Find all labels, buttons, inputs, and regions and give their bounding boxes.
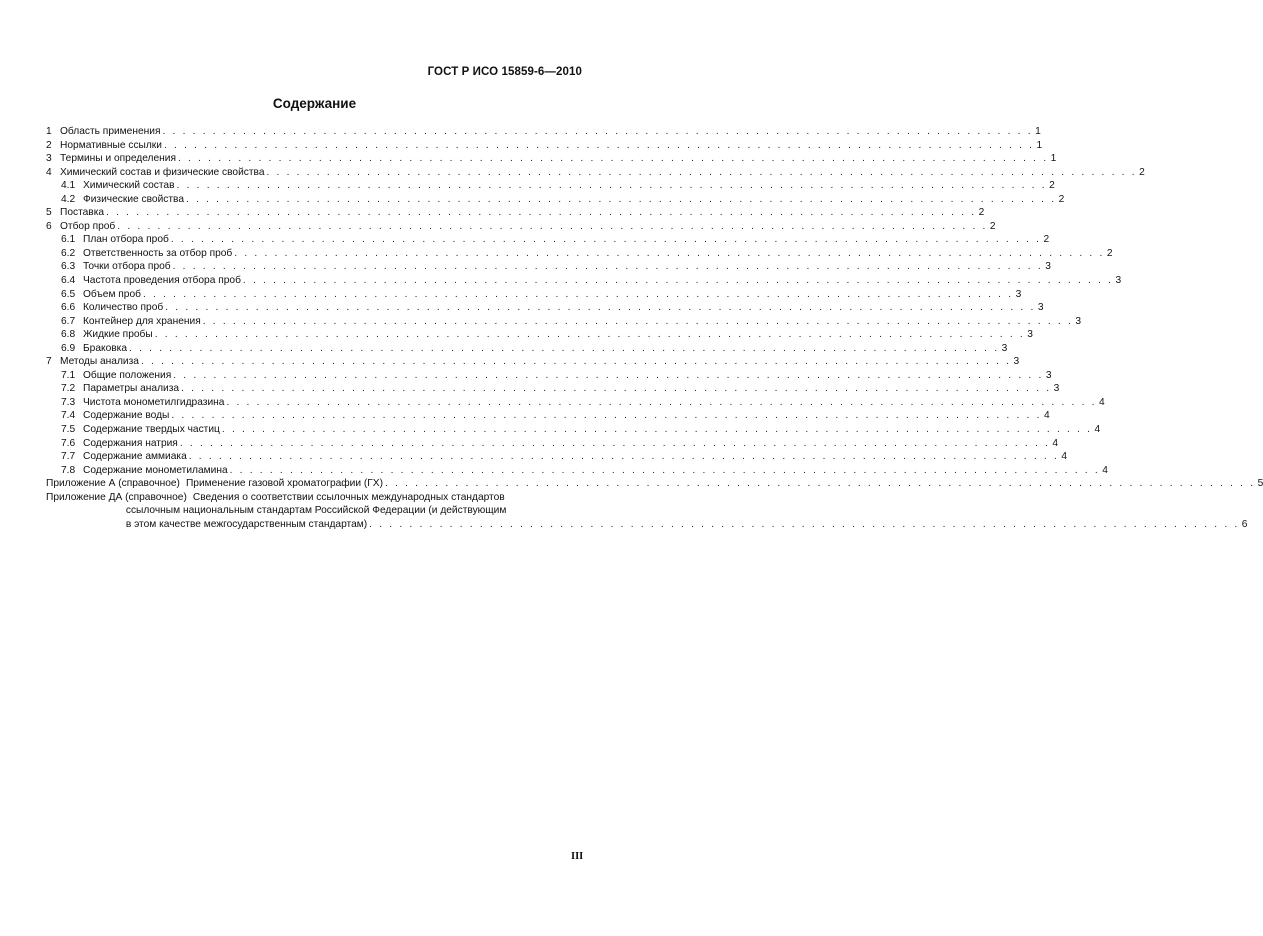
toc-entry[interactable] (46, 260, 1051, 274)
toc-entry-page: 1 (1035, 126, 1041, 137)
toc-entry-number: 7.2 (61, 383, 76, 395)
toc-entry-page: 2 (1106, 247, 1113, 259)
toc-entry-page: 2 (1049, 180, 1055, 192)
toc-entry-label: Химический состав (83, 180, 175, 192)
toc-leader (369, 518, 1239, 532)
toc-entry-number: 4 (46, 166, 52, 178)
toc-entry[interactable] (46, 464, 1108, 478)
toc-entry-page: 3 (1013, 356, 1020, 368)
toc-leader (117, 220, 987, 234)
toc-leader (243, 274, 1113, 288)
toc-leader (203, 315, 1073, 329)
toc-entry[interactable] (46, 220, 996, 234)
toc-entry-number: 6.7 (61, 315, 76, 327)
toc-entry-label: Химический состав и физические свойства (60, 166, 265, 178)
toc-entry-label: Ответственность за отбор проб (83, 247, 233, 259)
toc-leader (173, 260, 1043, 274)
toc-entry-label: Точки отбора проб (83, 261, 171, 273)
toc-entry-label: Содержание воды (83, 410, 170, 422)
toc-entry-number: 6.8 (61, 329, 76, 341)
toc-leader (385, 477, 1255, 491)
toc-entry[interactable] (46, 233, 1050, 247)
toc-entry-page: 3 (1045, 261, 1051, 273)
toc-leader (180, 437, 1050, 451)
toc-entry[interactable] (46, 206, 985, 220)
toc-entry-page: 2 (989, 220, 996, 232)
toc-entry-number: 7.8 (61, 464, 76, 476)
toc-entry-label: Область применения (60, 126, 161, 137)
toc-entry-number: 7.3 (61, 396, 76, 408)
toc-entry-number: 6.2 (61, 247, 76, 259)
appendix-a-label: Применение газовой хроматографии (ГХ) (185, 478, 383, 490)
toc-entry[interactable] (46, 409, 1050, 423)
toc-entry-label: Общие положения (83, 369, 172, 381)
toc-entry-label: Физические свойства (83, 193, 184, 205)
toc-entry-number: 6.3 (61, 261, 76, 273)
toc-entry[interactable] (46, 369, 1052, 383)
toc-entry[interactable] (46, 152, 1057, 166)
toc-leader (143, 288, 1013, 302)
toc-leader (106, 206, 976, 220)
toc-entry-page: 3 (1045, 369, 1052, 381)
toc-entry[interactable] (46, 193, 1065, 207)
toc-entry-page: 4 (1102, 464, 1108, 476)
toc-entry-page: 3 (1037, 302, 1044, 314)
toc-entry[interactable] (46, 328, 1033, 342)
toc-entry[interactable] (46, 342, 1008, 356)
toc-entry-page: 3 (1115, 275, 1122, 287)
toc-entry-page: 2 (1139, 166, 1145, 178)
appendix-da-prefix: Приложение ДА (справочное) (46, 491, 187, 503)
toc-entry-page: 4 (1043, 410, 1050, 422)
toc-entry-number: 6.9 (61, 342, 76, 354)
toc-entry[interactable] (46, 450, 1068, 464)
toc-entry-label: Содержание монометиламина (83, 464, 228, 476)
toc-entry[interactable] (46, 301, 1044, 315)
toc-leader (155, 328, 1025, 342)
toc-entry-number: 7.1 (61, 369, 76, 381)
toc-entry-label: Параметры анализа (83, 383, 180, 395)
toc-leader (266, 166, 1136, 180)
toc-entry-number: 7.7 (61, 451, 76, 463)
toc-entry-label: Количество проб (83, 302, 164, 314)
toc-entry[interactable] (46, 139, 1043, 153)
toc-leader (171, 233, 1041, 247)
toc-entry-page: 3 (1053, 383, 1060, 395)
toc-leader (164, 139, 1034, 153)
toc-title: Содержание (272, 96, 357, 111)
appendix-da-line-2: ссылочным национальным стандартам Российской Федерации (и действующим (125, 505, 507, 517)
toc-entry[interactable] (46, 179, 1055, 193)
toc-entry[interactable] (46, 355, 1020, 369)
appendix-da-line-3: в этом качестве межгосударственным стандартам) (125, 518, 368, 530)
toc-entry-number: 3 (46, 153, 52, 165)
toc-entries (46, 125, 1145, 477)
toc-leader (129, 342, 999, 356)
toc-leader (222, 423, 1092, 437)
toc-entry-label: Отбор проб (60, 220, 116, 232)
toc-entry-number: 4.1 (61, 180, 76, 192)
toc-entry-label: Чистота монометилгидразина (83, 396, 225, 408)
toc-leader (189, 450, 1059, 464)
toc-leader (162, 125, 1032, 139)
toc-entry-number: 6.4 (61, 275, 76, 287)
toc-entry-label: Содержание твердых частиц (83, 424, 220, 436)
toc-entry[interactable] (46, 396, 1105, 410)
appendix-a-page: 5 (1257, 478, 1263, 490)
toc-entry[interactable] (46, 274, 1122, 288)
toc-entry-number: 7 (46, 356, 52, 368)
toc-leader (234, 247, 1104, 261)
toc-entry-page: 4 (1061, 451, 1068, 463)
toc-entry[interactable] (46, 288, 1022, 302)
document-code: ГОСТ Р ИСО 15859-6—2010 (427, 66, 582, 78)
appendix-da-line (193, 491, 1248, 505)
toc-leader (186, 193, 1056, 207)
toc-entry-page: 4 (1099, 396, 1105, 408)
page-number-roman: III (571, 851, 584, 862)
toc-entry-page: 1 (1050, 153, 1057, 165)
toc-entry-number: 6.6 (61, 302, 76, 314)
table-of-contents (46, 125, 1263, 531)
appendix-a-prefix: Приложение А (справочное) (46, 478, 180, 490)
toc-entry-appendix-a[interactable] (46, 477, 1263, 491)
toc-entry[interactable] (46, 382, 1060, 396)
toc-leader (230, 464, 1100, 478)
toc-leader (226, 396, 1096, 410)
toc-leader (171, 409, 1041, 423)
toc-leader (181, 382, 1051, 396)
toc-entry-label: План отбора проб (83, 234, 169, 246)
toc-leader (177, 179, 1047, 193)
toc-entry[interactable] (46, 315, 1081, 329)
toc-entry-page: 4 (1052, 437, 1059, 449)
toc-entry[interactable] (46, 437, 1059, 451)
toc-entry-page: 3 (1001, 342, 1008, 354)
toc-entry-page: 3 (1027, 329, 1033, 341)
toc-entry[interactable] (46, 125, 1041, 139)
toc-entry[interactable] (46, 166, 1145, 180)
toc-entry-number: 4.2 (61, 193, 76, 205)
toc-entry-label: Контейнер для хранения (83, 315, 201, 327)
toc-entry-number: 7.5 (61, 424, 76, 436)
toc-entry-number: 7.4 (61, 410, 76, 422)
toc-entry-page: 1 (1036, 139, 1043, 151)
toc-entry[interactable] (46, 247, 1113, 261)
toc-entry-number: 2 (46, 139, 52, 151)
toc-entry-number: 6.1 (61, 234, 76, 246)
toc-entry-label: Жидкие пробы (83, 329, 153, 341)
toc-entry-label: Частота проведения отбора проб (83, 275, 241, 287)
toc-entry-label: Нормативные ссылки (60, 139, 162, 151)
toc-entry-appendix-da[interactable] (46, 491, 1248, 532)
toc-entry-page: 4 (1094, 424, 1101, 436)
toc-entry-number: 1 (46, 126, 52, 137)
toc-entry-label: Объем проб (83, 288, 141, 300)
toc-entry-page: 2 (1043, 234, 1050, 246)
toc-entry-label: Браковка (83, 342, 128, 354)
toc-leader (178, 152, 1048, 166)
toc-entry-number: 6 (46, 220, 52, 232)
toc-entry-label: Поставка (60, 207, 105, 219)
toc-entry-page: 2 (978, 207, 985, 219)
toc-entry-page: 3 (1015, 288, 1022, 300)
appendix-da-title (125, 491, 1248, 532)
appendix-da-line-1: Сведения о соответствии ссылочных международных стандартов (192, 491, 505, 503)
toc-entry-number: 6.5 (61, 288, 76, 300)
toc-entry-number: 5 (46, 207, 52, 219)
toc-leader (165, 301, 1035, 315)
appendix-da-line (126, 518, 1248, 532)
toc-entry[interactable] (46, 423, 1101, 437)
toc-entry-label: Содержания натрия (83, 437, 178, 449)
toc-entry-label: Термины и определения (60, 153, 176, 165)
appendix-da-line (126, 504, 1248, 518)
appendix-da-page: 6 (1241, 518, 1248, 530)
toc-entry-page: 3 (1075, 315, 1081, 327)
toc-entry-page: 2 (1058, 193, 1065, 205)
toc-leader (141, 355, 1011, 369)
toc-entry-label: Содержание аммиака (83, 451, 187, 463)
toc-leader (173, 369, 1043, 383)
toc-entry-label: Методы анализа (60, 356, 139, 368)
toc-entry-number: 7.6 (61, 437, 76, 449)
